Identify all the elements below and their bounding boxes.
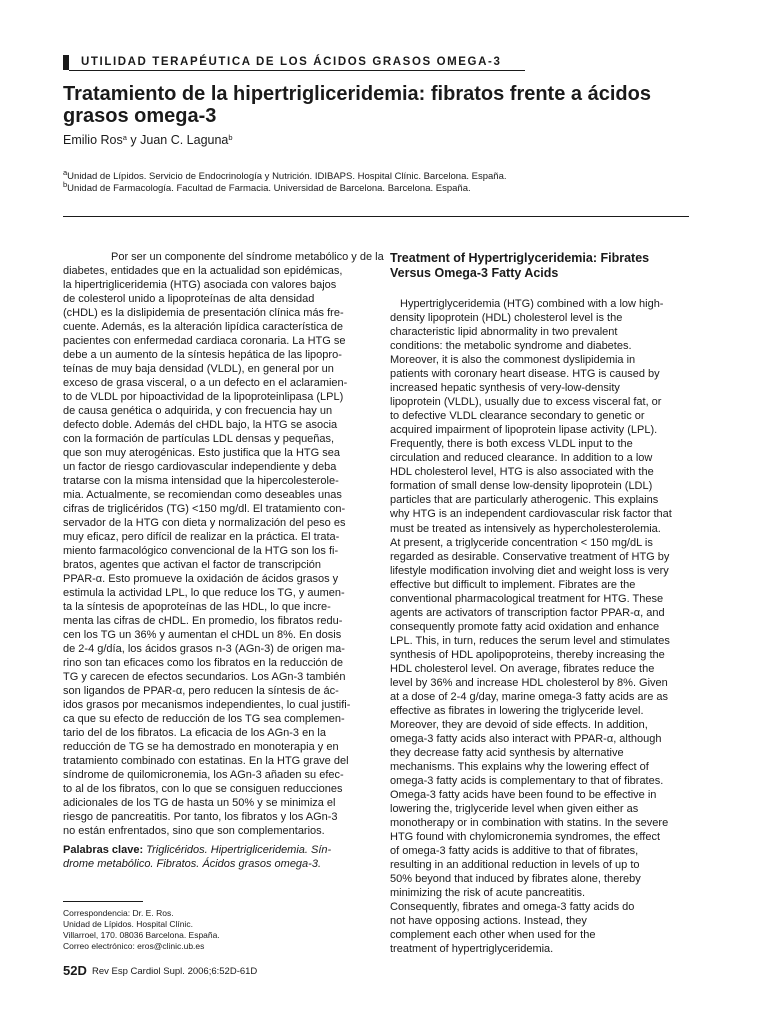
keywords-label: Palabras clave: [63,844,144,856]
text-line: exceso de grasa visceral, o a un defecto en el aclaramien- [63,377,348,389]
text-line: patients with coronary heart disease. HTG is caused by [390,368,660,381]
keywords-line [63,843,363,857]
text-line: regarded as desirable. Conservative treatment of HTG by [390,550,670,563]
text-line: tario del de los fibratos. La eficacia de los AGn-3 en la [63,727,326,739]
text-line: density lipoprotein (HDL) cholesterol level is the [390,312,623,325]
author-affiliation-marker: a [122,133,127,142]
affiliation-text: Unidad de Farmacología. Facultad de Farmacia. Universidad de Barcelona. Barcelona. España. [67,183,471,194]
text-line: Frequently, there is both excess VLDL input to the [390,438,633,451]
abstract-english-title-line: Treatment of Hypertriglyceridemia: Fibrates [390,251,650,265]
text-line: must be treated as intensively as hypercholesterolemia. [390,522,661,535]
text-line: Moreover, it is also the commonest dyslipidemia in [390,354,636,367]
text-line: 50% beyond that induced by fibrates alone, thereby [390,873,641,886]
page-number: 52D [63,963,87,978]
article-title [63,83,713,127]
text-line: particles that are particularly atherogenic. This explains [390,494,659,507]
text-line: agents are activators of transcription factor PPAR-α, and [390,606,665,619]
text-line: tratamiento combinado con estatinas. En la HTG grave del [63,755,349,767]
text-line: servador de la HTG con dieta y normalización del peso es [63,517,346,529]
text-line: de causa genética o adquirida, y con frecuencia hay un [63,405,333,417]
text-line: lipoprotein (VLDL), usually due to excess visceral fat, or [390,396,662,409]
text-line: debe a un aumento de la síntesis hepática de las lipopro- [63,349,342,361]
text-line: adicionales de los TG de hasta un 50% y se minimiza el [63,797,336,809]
text-line: defecto doble. Además del cHDL bajo, la HTG se asocia [63,419,338,431]
text-line: Moreover, they are devoid of side effects. In addition, [390,718,648,731]
text-line: to de VLDL por hipoactividad de la lipoproteinlipasa (LPL) [63,391,344,403]
text-line: lifestyle modification involving diet and weight loss is very [390,564,669,577]
text-line: síndrome de quilomicronemia, los AGn-3 añaden su efec- [63,769,344,781]
text-line: estimula la actividad LPL, lo que reduce los TG, y aumen- [63,587,345,599]
text-line: circulation and reduced clearance. In addition to a low [390,452,653,465]
series-rule [69,70,525,71]
text-line: reducción de TG se ha demostrado en monoterapia y en [63,741,339,753]
text-line: cen los TG un 36% y aumentan el cHDL un 8%. En dosis [63,629,342,641]
text-line: con la formación de partículas LDL densas y pequeñas, [63,433,335,445]
affiliation-marker: a [63,168,68,177]
header-divider [63,216,689,217]
text-line: que son muy aterogénicas. Esto justifica que la HTG sea [63,447,340,459]
text-line: effective as fibrates in lowering the triglyceride level. [390,704,644,717]
text-line: effective but difficult to implement. Fibrates are the [390,578,636,591]
text-line: resulting in an additional reduction in levels of up to [390,859,640,872]
correspondence-line: Unidad de Lípidos. Hospital Clínic. [63,919,193,929]
text-line: synthesis of HDL apolipoproteins, thereby increasing the [390,648,665,661]
text-line: ca que su efecto de reducción de los TG sea complemen- [63,713,345,725]
text-line: cifras de triglicéridos (TG) <150 mg/dl. El tratamiento con- [63,503,346,515]
text-line: why HTG is an independent cardiovascular risk factor that [390,508,672,521]
text-line: they decrease fatty acid synthesis by alternative [390,747,624,759]
affiliation-b [63,180,471,195]
text-line: tratarse con la misma intensidad que la hipercolesterole- [63,475,339,487]
author-name: y Juan C. Laguna [126,133,229,147]
article-title-line: Tratamiento de la hipertrigliceridemia: fibratos frente a ácidos [63,83,651,105]
text-line: Por ser un componente del síndrome metabólico y de la [111,251,384,263]
series-title: UTILIDAD TERAPÉUTICA DE LOS ÁCIDOS GRASOS OMEGA-3 [81,56,502,68]
text-line: mechanisms. This explains why the lowering effect of [390,761,649,774]
text-line: (cHDL) es la dislipidemia de presentación clínica más fre- [63,307,344,319]
author-affiliation-marker: b [228,133,233,142]
affiliation-text: Unidad de Lípidos. Servicio de Endocrinología y Nutrición. IDIBAPS. Hospital Clínic. Barcelona. España. [67,171,507,182]
text-line: no están enfrentados, sino que son complementarios. [63,825,325,837]
text-line: diabetes, entidades que en la actualidad son epidémicas, [63,265,343,277]
text-line: PPAR-α. Esto promueve la oxidación de ácidos grasos y [63,573,339,585]
text-line: minimizing the risk of acute pancreatitis. [390,887,586,900]
abstract-spanish [63,250,384,838]
text-line: lowering the, triglyceride level when given either as [390,803,639,816]
text-line: rino son tan eficaces como los fibratos en la reducción de [63,657,344,669]
correspondence [63,908,220,952]
text-line: Consequently, fibrates and omega-3 fatty acids do [390,901,635,914]
text-line: riesgo de pancreatitis. Por tanto, los fibratos y los AGn-3 [63,811,338,823]
text-line: HTG found with chylomicronemia syndromes, the effect [390,831,661,844]
text-line: not have opposing actions. Instead, they [390,915,587,928]
text-line: Omega-3 fatty acids have been found to be effective in [390,789,657,802]
text-line: complement each other when used for the [390,929,596,942]
text-line: bratos, agentes que activan el factor de transcripción [63,559,322,571]
text-line: formation of small dense low-density lipoprotein (LDL) [390,480,653,493]
keywords-text: Triglicéridos. Hipertrigliceridemia. Sín- [143,844,332,856]
series-marker-bar [63,55,69,70]
abstract-english-title-line: Versus Omega-3 Fatty Acids [390,266,559,280]
text-line: to defective VLDL clearance secondary to genetic or [390,410,645,423]
text-line: HDL cholesterol level, HTG is also associated with the [390,466,654,479]
text-line: omega-3 fatty acids also interact with PPAR-α, although [390,732,662,745]
text-line: Hypertriglyceridemia (HTG) combined with a low high- [400,298,664,310]
text-line: characteristic lipid abnormality in two prevalent [390,326,618,339]
text-line: monotherapy or in combination with statins. In the severe [390,817,669,830]
text-line: omega-3 fatty acids is complementary to that of fibrates. [390,775,664,788]
text-line: at a dose of 2-4 g/day, marine omega-3 fatty acids are as [390,690,669,703]
keywords [63,843,363,871]
affiliation-marker: b [63,180,68,189]
text-line: idos grasos por mecanismos independientes, lo cual justifi- [63,699,351,711]
abstract-english [390,251,690,956]
text-line: un factor de riesgo cardiovascular independiente y deba [63,461,337,473]
text-line: TG y carecen de efectos secundarios. Los AGn-3 también [63,671,346,683]
text-line: muy eficaz, pero difícil de realizar en la práctica. El trata- [63,531,340,543]
text-line: to al de los fibratos, con lo que se consiguen reducciones [63,783,343,795]
keywords-text: drome metabólico. Fibratos. Ácidos grasos omega-3. [63,858,322,870]
article-title-line: grasos omega-3 [63,105,217,127]
text-line: pacientes con enfermedad cardiaca coronaria. La HTG se [63,335,346,347]
author-name: Emilio Ros [63,133,123,147]
text-line: LPL. This, in turn, reduces the serum level and stimulates [390,634,670,647]
text-line: At present, a triglyceride concentration < 150 mg/dL is [390,536,653,549]
text-line: son ligandos de PPAR-α, pero reducen la síntesis de ác- [63,685,339,697]
correspondence-email-line[interactable]: Correo electrónico: eros@clinic.ub.es [63,941,205,951]
text-line: cuente. Además, es la alteración lipídica característica de [63,321,344,333]
affiliation-a [63,168,507,183]
text-line: de 2-4 g/día, los ácidos grasos n-3 (AGn-3) de origen ma- [63,643,345,655]
correspondence-rule [63,901,143,902]
abstract-spanish-paragraph [63,250,384,838]
text-line: increased hepatic synthesis of very-low-density [390,382,620,395]
author-list [63,132,233,148]
text-line: teínas de muy baja densidad (VLDL), en general por un [63,363,334,375]
text-line: of omega-3 fatty acids is additive to that of fibrates, [390,845,639,858]
text-line: consequently promote fatty acid oxidation and enhance [390,620,660,633]
text-line: level by 36% and increase HDL cholesterol by 8%. Given [390,676,668,689]
text-line: mia. Actualmente, se recomiendan como deseables unas [63,489,342,501]
journal-citation: Rev Esp Cardiol Supl. 2006;6:52D-61D [92,966,258,977]
text-line: treatment of hypertriglyceridemia. [390,943,554,956]
correspondence-line: Villarroel, 170. 08036 Barcelona. España. [63,930,220,940]
text-line: conventional pharmacological treatment for HTG. These [390,592,664,605]
text-line: miento farmacológico convencional de la HTG son los fi- [63,545,339,557]
text-line: la hipertrigliceridemia (HTG) asociada con valores bajos [63,279,337,291]
text-line: acquired impairment of lipoprotein lipase activity (LPL). [390,424,658,437]
text-line: conditions: the metabolic syndrome and diabetes. [390,340,632,353]
correspondence-line: Correspondencia: Dr. E. Ros. [63,908,174,918]
text-line: de colesterol unido a lipoproteínas de alta densidad [63,293,315,305]
abstract-english-title [390,251,690,281]
text-line: menta las cifras de cHDL. En promedio, los fibratos redu- [63,615,343,627]
keywords-line [63,857,363,871]
text-line: HDL cholesterol level. On average, fibrates reduce the [390,662,655,675]
text-line: ta la síntesis de apoproteínas de las HDL, lo que incre- [63,601,331,613]
abstract-english-paragraph [390,297,690,956]
